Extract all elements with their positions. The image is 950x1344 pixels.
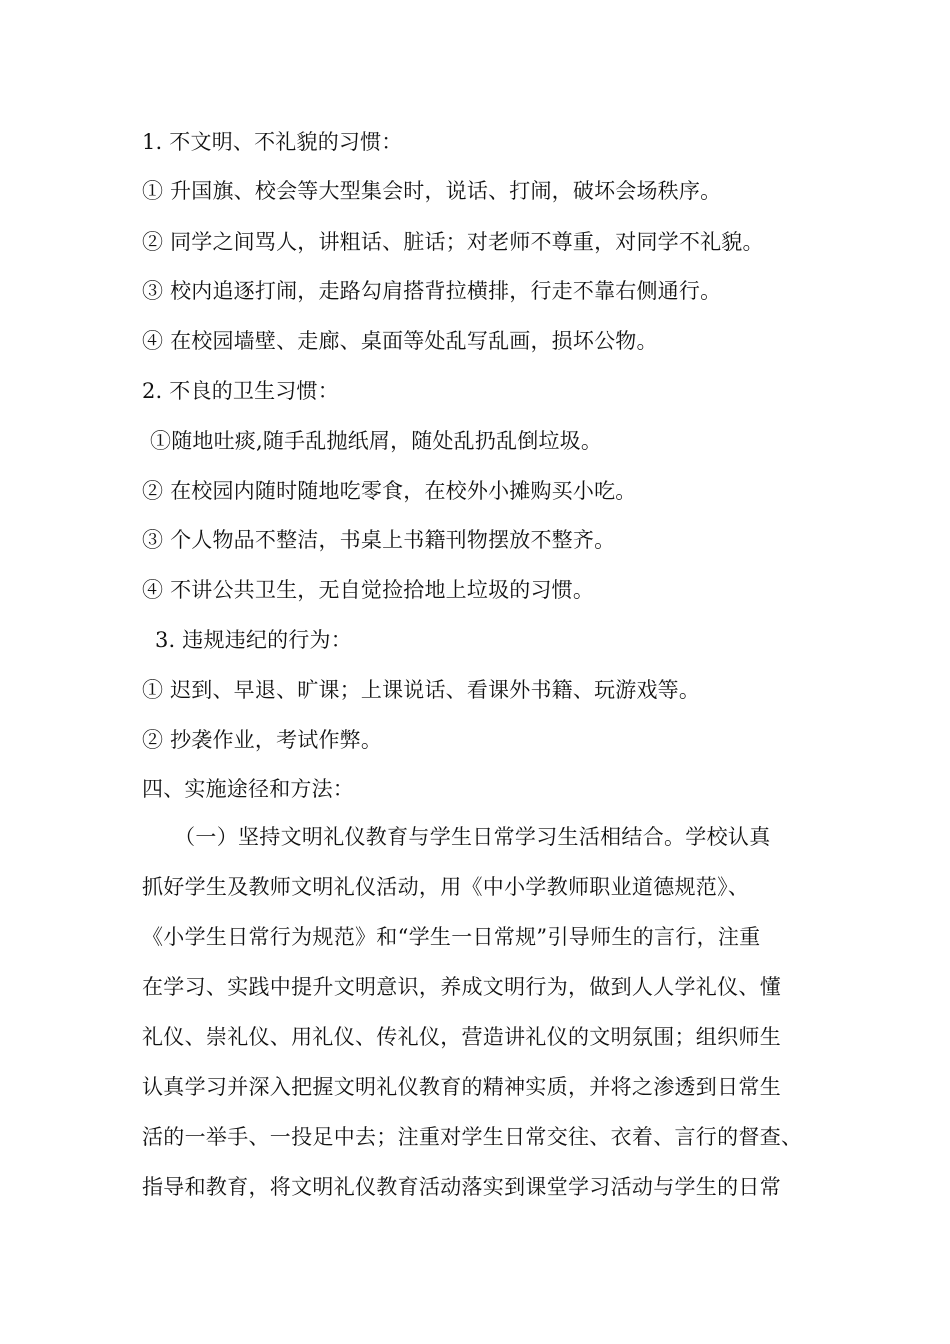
section-2-heading: 2. 不良的卫生习惯：	[142, 379, 339, 403]
body-paragraph	[142, 823, 832, 1223]
section-1-item-2: ② 同学之间骂人，讲粗话、脏话；对老师不尊重，对同学不礼貌。	[142, 230, 764, 254]
paragraph-line: 礼仪、崇礼仪、用礼仪、传礼仪，营造讲礼仪的文明氛围；组织师生	[142, 1025, 781, 1049]
paragraph-line: 《小学生日常行为规范》和“学生一日常规”引导师生的言行，注重	[142, 925, 761, 949]
section-3-heading: 3. 违规违纪的行为：	[155, 628, 352, 652]
section-2-item-3: ③ 个人物品不整洁，书桌上书籍刊物摆放不整齐。	[142, 528, 616, 552]
section-1-item-3: ③ 校内追逐打闹，走路勾肩搭背拉横排，行走不靠右侧通行。	[142, 279, 722, 303]
paragraph-line: 在学习、实践中提升文明意识，养成文明行为，做到人人学礼仪、懂	[142, 975, 781, 999]
section-1-heading: 1. 不文明、不礼貌的习惯：	[142, 130, 403, 154]
paragraph-line: 指导和教育，将文明礼仪教育活动落实到课堂学习活动与学生的日常	[142, 1175, 781, 1199]
section-3-item-1: ① 迟到、早退、旷课；上课说话、看课外书籍、玩游戏等。	[142, 678, 701, 702]
paragraph-line: 抓好学生及教师文明礼仪活动，用《中小学教师职业道德规范》、	[142, 875, 750, 899]
section-2-item-1: ①随地吐痰,随手乱抛纸屑，随处乱扔乱倒垃圾。	[150, 429, 603, 453]
section-3-item-2: ② 抄袭作业，考试作弊。	[142, 728, 383, 752]
section-1-item-1: ① 升国旗、校会等大型集会时，说话、打闹，破坏会场秩序。	[142, 179, 722, 203]
paragraph-line: 认真学习并深入把握文明礼仪教育的精神实质，并将之渗透到日常生	[142, 1075, 781, 1099]
section-2-item-4: ④ 不讲公共卫生，无自觉捡拾地上垃圾的习惯。	[142, 578, 595, 602]
section-1-item-4: ④ 在校园墙壁、走廊、桌面等处乱写乱画，损坏公物。	[142, 329, 658, 353]
paragraph-line: 活的一举手、一投足中去；注重对学生日常交往、衣着、言行的督查、	[142, 1125, 803, 1149]
paragraph-line: （一）坚持文明礼仪教育与学生日常学习生活相结合。学校认真	[142, 825, 771, 849]
part-four-heading: 四、实施途径和方法：	[142, 777, 354, 801]
section-2-item-2: ② 在校园内随时随地吃零食，在校外小摊购买小吃。	[142, 479, 637, 503]
